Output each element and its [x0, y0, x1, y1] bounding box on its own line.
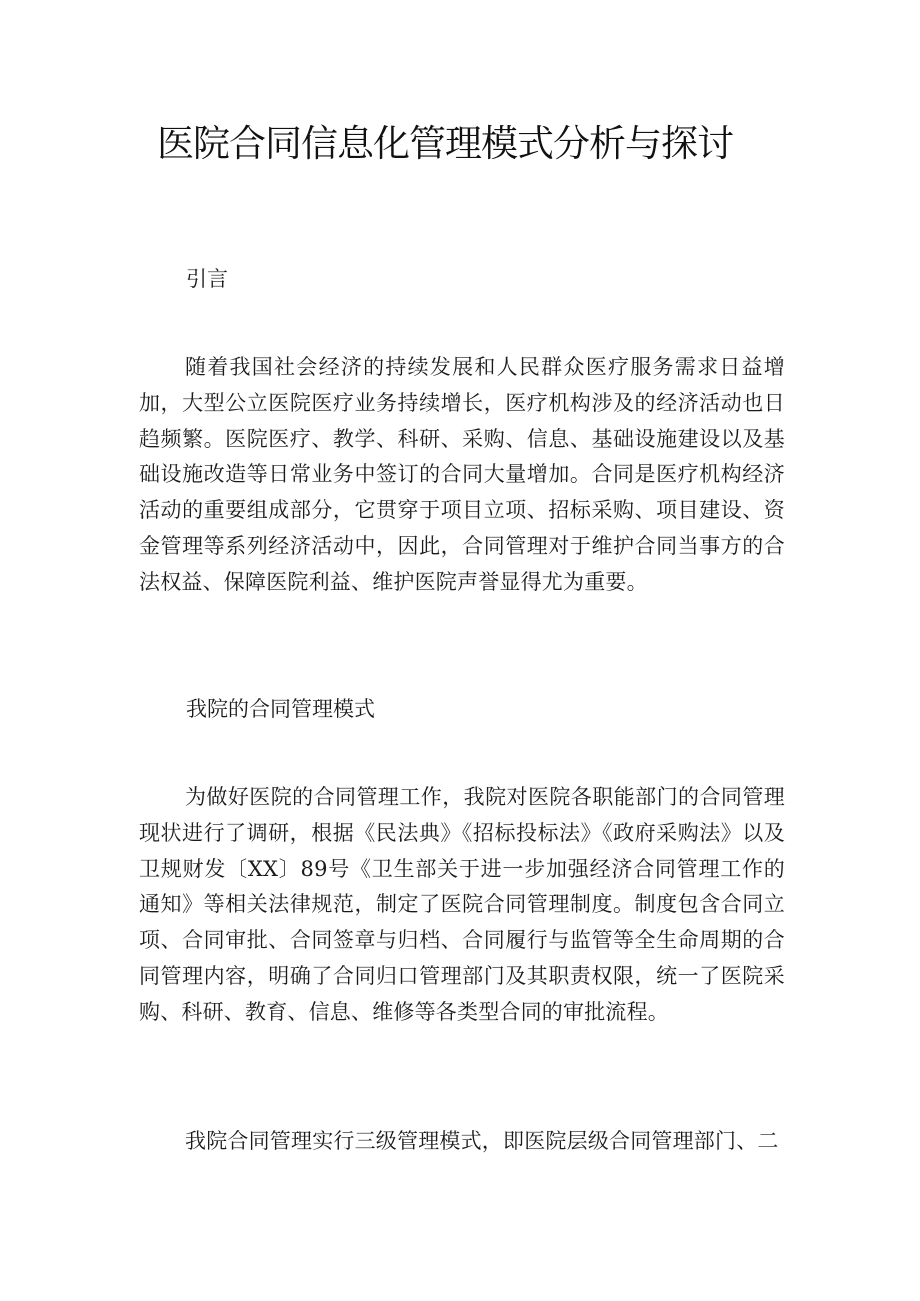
contract-management-paragraph-2: 我院合同管理实行三级管理模式，即医院层级合同管理部门、二: [185, 1129, 779, 1153]
introduction-paragraph: 随着我国社会经济的持续发展和人民群众医疗服务需求日益增加，大型公立医院医疗业务持续增长，医疗机构涉及的经济活动也日趋频繁。医院医疗、教学、科研、采购、信息、基础设施建设以及基础设施改造等日常业务中签订的合同大量增加。合同是医疗机构经济活动的重要组成部分，它贯穿于项目立项、招标采购、项目建设、资金管理等系列经济活动中，因此，合同管理对于维护合同当事方的合法权益、保障医院利益、维护医院声誉显得尤为重要。: [139, 355, 785, 594]
contract-management-paragraph-1: 为做好医院的合同管理工作，我院对医院各职能部门的合同管理现状进行了调研，根据《民法典》《招标投标法》《政府采购法》以及卫规财发〔XX〕89号《卫生部关于进一步加强经济合同管理工作的通知》等相关法律规范，制定了医院合同管理制度。制度包含合同立项、合同审批、合同签章与归档、合同履行与监管等全生命周期的合同管理内容，明确了合同归口管理部门及其职责权限，统一了医院采购、科研、教育、信息、维修等各类型合同的审批流程。: [139, 785, 785, 1024]
section-heading-introduction: 引言: [186, 267, 228, 291]
section-heading-contract-management-model: 我院的合同管理模式: [186, 697, 375, 721]
document-title: 医院合同信息化管理模式分析与探讨: [157, 122, 733, 165]
